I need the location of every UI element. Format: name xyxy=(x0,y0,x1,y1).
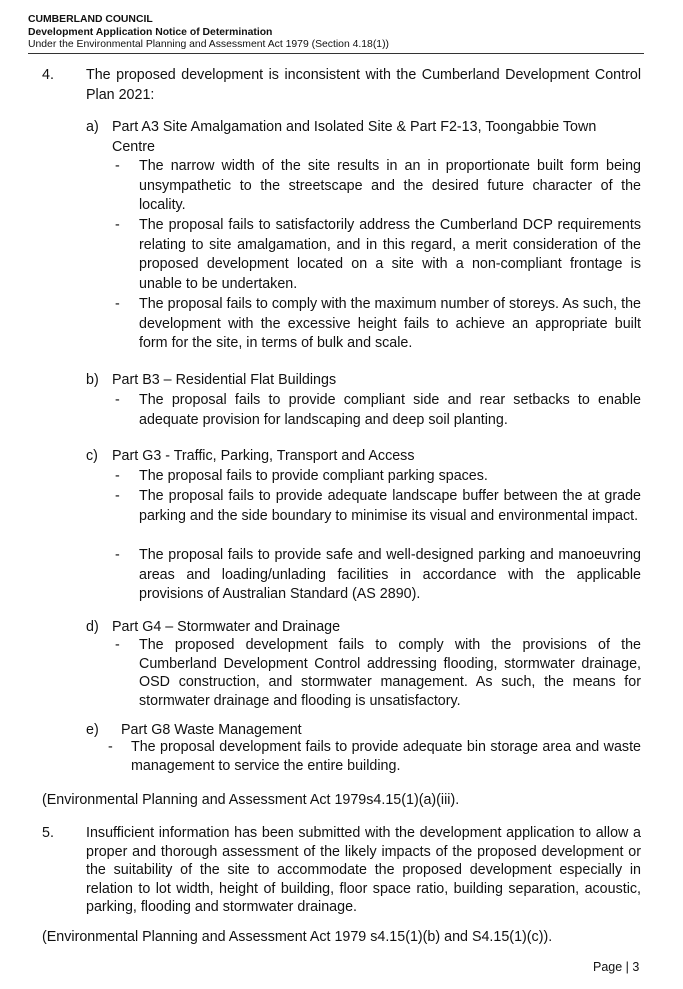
notice-title: Development Application Notice of Determination xyxy=(28,26,273,38)
bullet-text: The proposal fails to provide compliant side and rear setbacks to enable adequate provision for landscaping and deep soil planting. xyxy=(139,392,641,428)
item-number: 5. xyxy=(42,825,54,841)
sub-letter: e) xyxy=(86,722,99,738)
item-text: Insufficient information has been submitted with the development application to allow a proper and thorough assessment of the likely impacts of the proposed development or the suitability of the site to accommodate the proposed development especially in relation to lot width, height of building, floor space ratio, building separation, acoustic, parking, flooding and stormwater drainage. xyxy=(86,825,641,915)
sub-letter: b) xyxy=(86,372,99,388)
sub-title: Part G3 - Traffic, Parking, Transport and Access xyxy=(112,448,415,464)
legislation-reference: (Environmental Planning and Assessment Act 1979 s4.15(1)(b) and S4.15(1)(c)). xyxy=(42,929,553,945)
council-name: CUMBERLAND COUNCIL xyxy=(28,14,153,25)
bullet-text: The proposal fails to satisfactorily address the Cumberland DCP requirements relating to site amalgamation, and in this regard, a merit consideration of the proposed development located on a site with a non-compliant frontage is unable to be undertaken. xyxy=(139,217,641,292)
bullet-text: The proposal fails to provide compliant parking spaces. xyxy=(139,468,488,484)
header-divider xyxy=(28,53,644,54)
sub-letter: d) xyxy=(86,619,99,635)
notice-subtitle: Under the Environmental Planning and Assessment Act 1979 (Section 4.18(1)) xyxy=(28,39,389,50)
bullet-dash: - xyxy=(115,468,120,484)
sub-title: Part G8 Waste Management xyxy=(121,722,302,738)
bullet-dash: - xyxy=(115,296,120,312)
bullet-dash: - xyxy=(115,392,120,408)
bullet-text: The proposed development fails to comply with the provisions of the Cumberland Development Control addressing flooding, stormwater drainage, OSD construction, and stormwater management. As such, the means for stormwater drainage and flooding is unsatisfactory. xyxy=(139,637,641,709)
bullet-dash: - xyxy=(115,488,120,504)
document-header xyxy=(28,14,644,52)
bullet-dash: - xyxy=(115,217,120,233)
sub-title: Part G4 – Stormwater and Drainage xyxy=(112,619,341,635)
sub-title: Part A3 Site Amalgamation and Isolated Site & Part F2-13, Toongabbie Town Centre xyxy=(112,119,597,155)
bullet-dash: - xyxy=(115,547,120,563)
bullet-text: The proposal fails to provide safe and well-designed parking and manoeuvring areas and loading/unlading facilities in accordance with the applicable provisions of Australian Standard (AS 2890). xyxy=(139,547,641,603)
bullet-text: The proposal fails to provide adequate landscape buffer between the at grade parking and the side boundary to minimise its visual and environmental impact. xyxy=(139,488,641,524)
legislation-reference: (Environmental Planning and Assessment Act 1979s4.15(1)(a)(iii). xyxy=(42,792,460,808)
bullet-text: The narrow width of the site results in an in proportionate built form being unsympathetic to the streetscape and the desired future character of the locality. xyxy=(139,158,641,214)
sub-letter: a) xyxy=(86,119,99,135)
bullet-dash: - xyxy=(108,739,113,755)
bullet-dash: - xyxy=(115,637,120,653)
item-number: 4. xyxy=(42,67,54,83)
bullet-text: The proposal fails to comply with the maximum number of storeys. As such, the development with the excessive height fails to achieve an appropriate built form for the site, in terms of bulk and scale. xyxy=(139,296,641,352)
page-number: Page | 3 xyxy=(593,960,640,974)
sub-title: Part B3 – Residential Flat Buildings xyxy=(112,372,337,388)
bullet-text: The proposal development fails to provide adequate bin storage area and waste management to service the entire building. xyxy=(131,739,641,774)
item-text: The proposed development is inconsistent with the Cumberland Development Control Plan 2021: xyxy=(86,67,641,103)
bullet-dash: - xyxy=(115,158,120,174)
sub-letter: c) xyxy=(86,448,98,464)
